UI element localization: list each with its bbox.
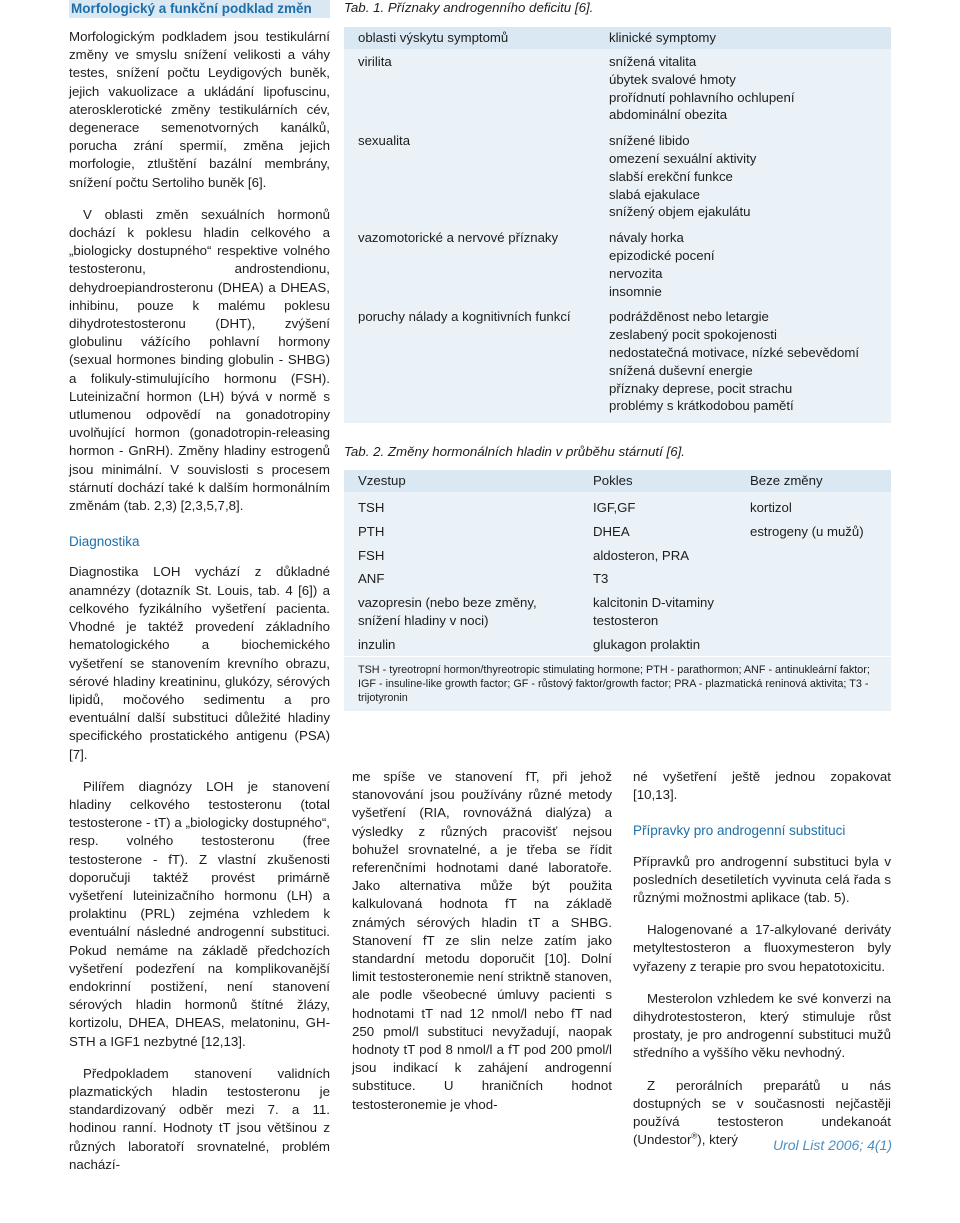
symptom-item: insomnie [609,283,662,299]
paragraph: Morfologickým podkladem jsou testikulární změny ve smyslu snížení velikosti a váhy testes, snížení počtu Leydigových buněk, jejich vakuolizace a ukládání lipofuscinu, aterosklerotické změny testikulárních cév, degenerace semenotvorných kanálků, porucha zrání spermií, změna jejich morfologie, ztluštění bazální membrány, snížení počtu Sertoliho buněk [6]. [69,29,330,190]
table2-cell: aldosteron, PRA [593,547,690,563]
symptom-item: snížená duševní energie [609,362,753,378]
table2-row [344,492,891,517]
symptom-item: problémy s krátkodobou pamětí [609,398,794,414]
table1-symptoms-cell [597,53,891,124]
table2-cell: FSH [358,547,385,563]
table2-cell: kalcitonin D-vitaminy testosteron [593,595,714,628]
table1-row [344,128,891,221]
table2-row [344,541,891,565]
table2-cell [738,570,891,588]
symptom-item: omezení sexuální aktivity [609,150,757,166]
table2-cell: IGF,GF [593,500,636,515]
table1 [344,27,891,423]
symptom-item: abdominální obezita [609,107,728,123]
symptom-item: zeslabený pocit spokojenosti [609,327,777,343]
table2-cell: TSH [358,500,385,515]
table1-symptoms-cell [597,132,891,221]
table2-cell: inzulin [358,636,396,652]
table2 [344,470,891,711]
registered-mark: ® [691,1131,698,1141]
symptom-item: podrážděnost nebo letargie [609,309,769,325]
table2-body [344,492,891,656]
table2-footnote: TSH - tyreotropní hormon/thyreotropic stimulating hormone; PTH - parathormon; ANF - antinukleární faktor; IGF - insuline-like growth factor; GF - růstový faktor/growth factor; PRA - plazmatická reninová aktivita; T3 - trijotyronin [344,656,891,712]
table2-header-cell: Beze změny [750,473,823,489]
table1-symptoms-cell [597,308,891,415]
table1-header-cell: klinické symptomy [609,30,716,46]
table2-cell: DHEA [593,523,630,539]
table1-area-cell: poruchy nálady a kognitivních funkcí [358,309,571,325]
journal-footer: Urol List 2006; 4(1) [772,1137,892,1153]
section-title-diagnostics: Diagnostika [69,534,140,550]
section-title-morphology: Morfologický a funkční podklad změn [69,0,330,18]
table2-row [344,630,891,654]
left-column [69,0,330,1174]
middle-column [352,768,612,1114]
table2-cell [738,594,891,630]
table1-area-cell: sexualita [358,133,411,149]
symptom-item: úbytek svalové hmoty [609,71,736,87]
table1-caption: Tab. 1. Příznaky androgenního deficitu [6]. [344,0,594,15]
paragraph-text: Z perorálních preparátů u nás dostupných se v současnosti nejčastěji používá testosteron undekanoát (Undestor [633,1077,891,1148]
paragraph: né vyšetření ještě jednou zopakovat [10,13]. [633,769,891,803]
table1-area-cell: vazomotorické a nervové příznaky [358,230,559,246]
table2-cell [738,636,891,654]
table2-cell: kortizol [750,500,792,515]
paragraph: V oblasti změn sexuálních hormonů dochází k poklesu hladin celkového a „biologicky dostupného“ respektive volného testosteronu, androstendionu, dehydroepiandrosteronu (DHEA) a DHEAS, inhibinu, pouze k malému poklesu dihydrotestosteronu (DHT), zvýšení globulinu vážícího pohlavní hormony (sexual hormones binding globulin - SHBG) a folikuly-stimulujícího hormonu (FSH). Luteinizační hormon (LH) bývá v normě s utlumenou odpovědí na gonadotropiny uvolňující hormon (gonadotropin-releasing hormon - GnRH). Změny hladiny estrogenů jsou minimální. V souvislosti s procesem stárnutí dochází také k dalším hormonálním změnám (tab. 2,3) [2,3,5,7,8]. [69,206,330,514]
table1-row [344,49,891,124]
table1-symptoms-cell [597,229,891,300]
symptom-item: slabá ejakulace [609,186,700,202]
table1-header-cell: oblasti výskytu symptomů [358,30,509,46]
table2-cell: glukagon prolaktin [593,636,701,652]
table2-caption: Tab. 2. Změny hormonálních hladin v průběhu stárnutí [6]. [344,444,685,459]
symptom-item: příznaky deprese, pocit strachu [609,380,793,396]
table2-row [344,588,891,630]
paragraph: Pilířem diagnózy LOH je stanovení hladiny celkového testosteronu (total testosterone - tT) a „biologicky dostupného“, resp. volného testosteronu (free testosterone - fT). Z vlastní zkušenosti doporučuji taktéž provést primárně vyšetření luteinizačního hormonu (LH) a prolaktinu (PRL) zejména vzhledem k eventuální následné androgenní substituci. Pokud nemáme na základě předchozích vyšetření podezření na komplikovanější endokrinní postižení, není stanovení sérových hladin hormonů štítné žlázy, kortizolu, DHEA, DHEAS, melatoninu, GH-STH a IGF1 nezbytné [12,13]. [69,778,330,1049]
table2-header-cell: Pokles [593,473,633,489]
table2-cell: T3 [593,571,609,587]
table1-row [344,304,891,415]
paragraph: me spíše ve stanovení fT, při jehož stanovování jsou používány různé metody vyšetření (RIA, rovnovážná dialýza) a výsledky z různých pracovišť nejsou bohužel srovnatelné, a je třeba se řídit referenčními hodnotami dané laboratoře. Jako alternativa může být použita kalkulovaná hodnota fT na základě známých sérových hladin tT a SHBG. Stanovení fT ze slin nelze zatím jako standardní metodu doporučit [10]. Dolní limit testosteronemie není striktně stanoven, ale podle všeobecné úmluvy pacienti s hodnotami tT nad 12 nmol/l nebo fT nad 250 pmol/l substituci nevyžadují, naopak hodnoty tT pod 8 nmol/l a fT pod 200 pmol/l jsou indikací k zahájení androgenní substituce. U hraničních hodnot testosteronemie je vhod- [352,769,612,1112]
table2-cell: vazopresin (nebo beze změny, snížení hladiny v noci) [358,595,537,628]
table1-header [344,27,891,49]
section-title-substitution: Přípravky pro androgenní substituci [633,823,846,839]
symptom-item: nedostatečná motivace, nízké sebevědomí [609,344,859,360]
right-column [633,768,891,1149]
table1-row [344,225,891,300]
symptom-item: nervozita [609,265,663,281]
paragraph: Mesterolon vzhledem ke své konverzi na dihydrotestosteron, který stimuluje růst prostaty, je pro androgenní substituci mužů středního a vyššího věku nevhodný. [633,990,891,1061]
table2-cell: estrogeny (u mužů) [750,523,864,539]
symptom-item: snížený objem ejakulátu [609,204,751,220]
table2-header-cell: Vzestup [358,473,406,489]
symptom-item: snížená vitalita [609,54,697,69]
table1-body [344,49,891,423]
paragraph: Předpokladem stanovení validních plazmatických hladin testosteronu je standardizovaný odběr mezi 7. a 11. hodinou ranní. Hodnoty tT jsou většinou z různých laboratoří srovnatelné, problém nachází- [69,1065,330,1172]
symptom-item: epizodické pocení [609,247,715,263]
symptom-item: prořídnutí pohlavního ochlupení [609,89,795,105]
paragraph: Halogenované a 17-alkylované deriváty metyltestosteron a fluoxymesteron byly vyřazeny z terapie pro svou hepatotoxicitu. [633,922,891,974]
table2-cell: ANF [358,571,385,587]
table1-area-cell: virilita [358,54,392,69]
table2-row [344,564,891,588]
table2-header [344,470,891,492]
paragraph: Přípravků pro androgenní substituci byla v posledních desetiletích vyvinuta celá řada s různými možnostmi aplikace (tab. 5). [633,853,891,906]
table2-row [344,517,891,541]
symptom-item: návaly horka [609,230,684,246]
symptom-item: snížené libido [609,133,690,149]
paragraph: Diagnostika LOH vychází z důkladné anamnézy (dotazník St. Louis, tab. 4 [6]) a celkového fyzikálního vyšetření pacienta. Vhodné je taktéž provedení základního hematologického a biochemického vyšetření se stanovením krevního obrazu, sérové hladiny kreatininu, glukózy, sérových lipidů, močového sedimentu a pro eventuální další substituci důležité hladiny specifického prostatického antigenu (PSA) [7]. [69,564,330,762]
paragraph-text: ), který [697,1132,738,1148]
table2-cell [738,547,891,565]
table2-cell: PTH [358,523,385,539]
symptom-item: slabší erekční funkce [609,168,733,184]
